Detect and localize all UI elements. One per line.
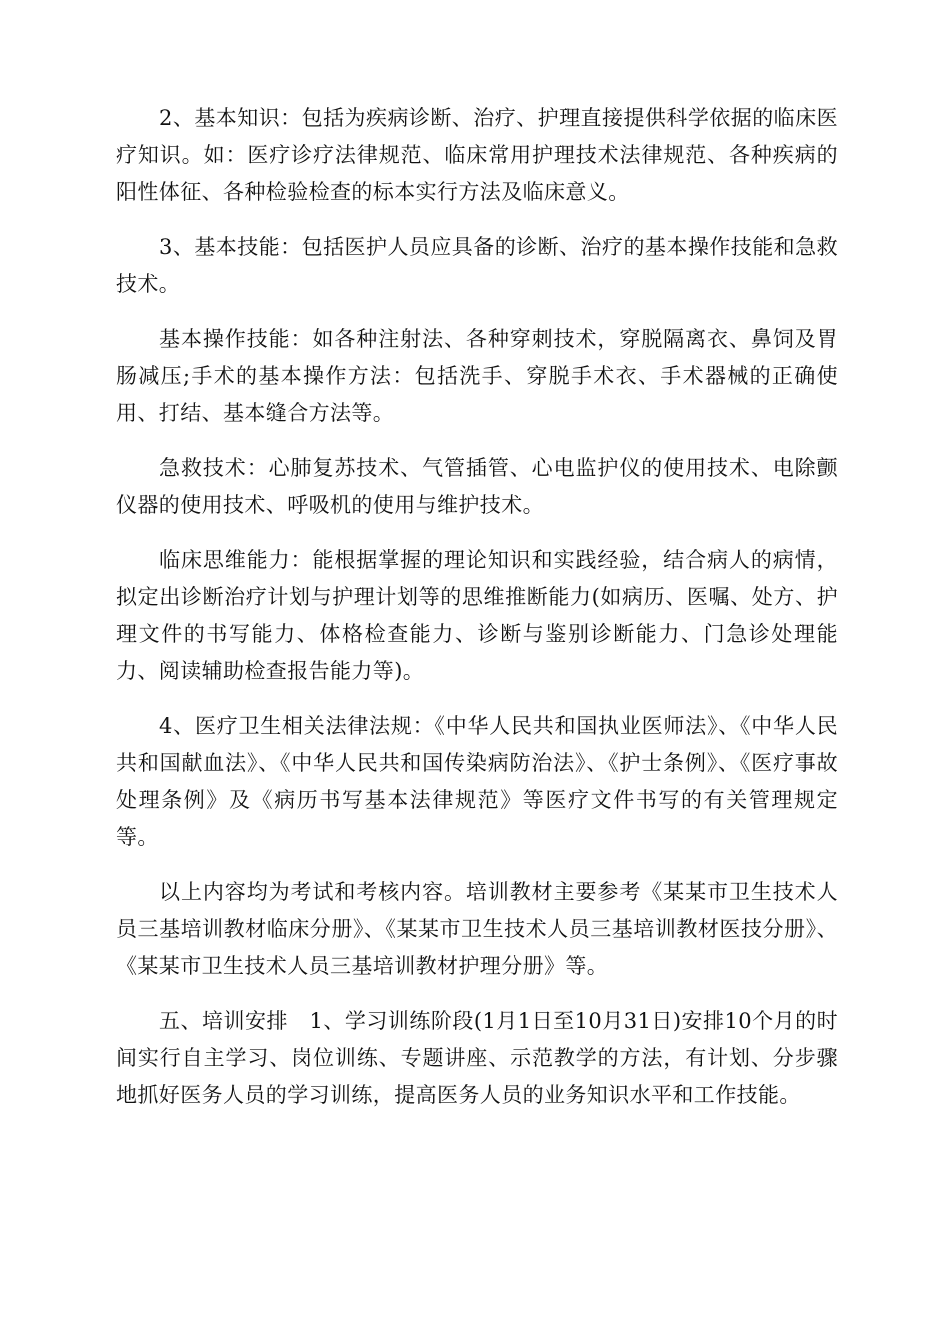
paragraph-emergency-techniques: 急救技术：心肺复苏技术、气管插管、心电监护仪的使用技术、电除颤仪器的使用技术、呼吸机的使用与维护技术。 [116, 456, 838, 517]
paragraph-laws-regulations: 4、医疗卫生相关法律法规：《中华人民共和国执业医师法》、《中华人民共和国献血法》、《中华人民共和国传染病防治法》、《护士条例》、《医疗事故处理条例》及《病历书写基本法律规范》等医疗文件书写的有关管理规定等。 [116, 714, 838, 849]
paragraph-basic-knowledge: 2、基本知识：包括为疾病诊断、治疗、护理直接提供科学依据的临床医疗知识。如：医疗诊疗法律规范、临床常用护理技术法律规范、各种疾病的阳性体征、各种检验检查的标本实行方法及临床意义。 [116, 106, 838, 204]
paragraph-training-materials: 以上内容均为考试和考核内容。培训教材主要参考《某某市卫生技术人员三基培训教材临床分册》、《某某市卫生技术人员三基培训教材医技分册》、《某某市卫生技术人员三基培训教材护理分册》等。 [116, 880, 838, 978]
paragraph-clinical-thinking: 临床思维能力：能根据掌握的理论知识和实践经验，结合病人的病情，拟定出诊断治疗计划与护理计划等的思维推断能力(如病历、医嘱、处方、护理文件的书写能力、体格检查能力、诊断与鉴别诊断能力、门急诊处理能力、阅读辅助检查报告能力等)。 [116, 548, 838, 683]
paragraph-basic-skills: 3、基本技能：包括医护人员应具备的诊断、治疗的基本操作技能和急救技术。 [116, 235, 838, 296]
paragraph-training-schedule: 五、培训安排 1、学习训练阶段(1月1日至10月31日)安排10个月的时间实行自主学习、岗位训练、专题讲座、示范教学的方法，有计划、分步骤地抓好医务人员的学习训练，提高医务人员的业务知识水平和工作技能。 [116, 1009, 838, 1107]
paragraph-basic-operation-skills: 基本操作技能：如各种注射法、各种穿刺技术，穿脱隔离衣、鼻饲及胃肠减压;手术的基本操作方法：包括洗手、穿脱手术衣、手术器械的正确使用、打结、基本缝合方法等。 [116, 327, 838, 425]
